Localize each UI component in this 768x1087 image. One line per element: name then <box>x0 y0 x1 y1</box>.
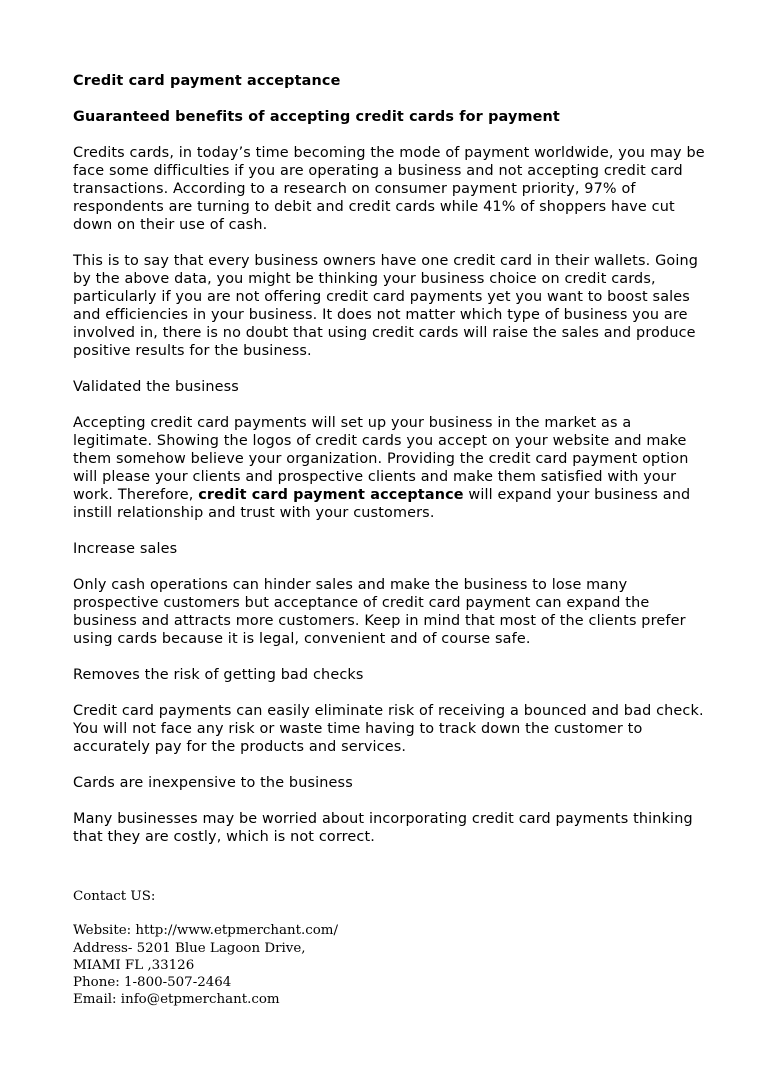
heading-bad-checks: Removes the risk of getting bad checks <box>73 667 364 683</box>
paragraph-intro: Credits cards, in today’s time becoming the mode of payment worldwide, you may be face some difficulties if you are operating a business and not accepting credit card transactions. According to a research on consumer payment priority, 97% of respondents are turning to debit and credit cards while 41% of shoppers have cut down on their use of cash. <box>73 145 705 233</box>
paragraph-inexpensive: Many businesses may be worried about incorporating credit card payments thinking that they are costly, which is not correct. <box>73 811 693 845</box>
contact-phone: Phone: 1-800-507-2464 <box>73 975 232 991</box>
heading-increase-sales: Increase sales <box>73 541 178 557</box>
heading-inexpensive: Cards are inexpensive to the business <box>73 775 353 791</box>
paragraph-increase-sales: Only cash operations can hinder sales and make the business to lose many prospective customers but acceptance of credit card payment can expand the business and attracts more customers. Keep in mind that most of the clients prefer using cards because it is legal, convenient and of course safe. <box>73 577 686 647</box>
contact-email: Email: info@etpmerchant.com <box>73 992 280 1008</box>
keyword-credit-card-payment-acceptance: credit card payment acceptance <box>198 487 464 503</box>
paragraph-wallets: This is to say that every business owners have one credit card in their wallets. Going by the above data, you might be thinking your business choice on credit cards, particularly if you are not offering credit card payments yet you want to boost sales and efficiencies in your business. It does not matter which type of business you are involved in, there is no doubt that using credit cards will raise the sales and produce positive results for the business. <box>73 253 699 359</box>
document-body <box>73 72 713 864</box>
heading-validated: Validated the business <box>73 379 239 395</box>
contact-website: Website: http://www.etpmerchant.com/ <box>73 923 338 939</box>
contact-block <box>73 888 713 1009</box>
paragraph-validated <box>73 414 713 522</box>
contact-heading: Contact US: <box>73 889 156 904</box>
contact-address: Address- 5201 Blue Lagoon Drive, <box>73 940 306 956</box>
paragraph-validated-text-a: Accepting credit card payments will set up your business in the market as a legitimate. Showing the logos of credit cards you accept on your website and make them somehow believe your organization. Providing the credit card payment option will please your clients and prospective clients and make them satisfied with your work. Therefore, <box>73 415 689 503</box>
paragraph-validated-text-b: will expand your business and instill relationship and trust with your customers. <box>73 487 691 521</box>
document-subtitle: Guaranteed benefits of accepting credit cards for payment <box>73 109 560 125</box>
document-title: Credit card payment acceptance <box>73 73 341 89</box>
paragraph-bad-checks: Credit card payments can easily eliminate risk of receiving a bounced and bad check. You will not face any risk or waste time having to track down the customer to accurately pay for the products and services. <box>73 703 704 755</box>
contact-city: MIAMI FL ,33126 <box>73 957 195 973</box>
